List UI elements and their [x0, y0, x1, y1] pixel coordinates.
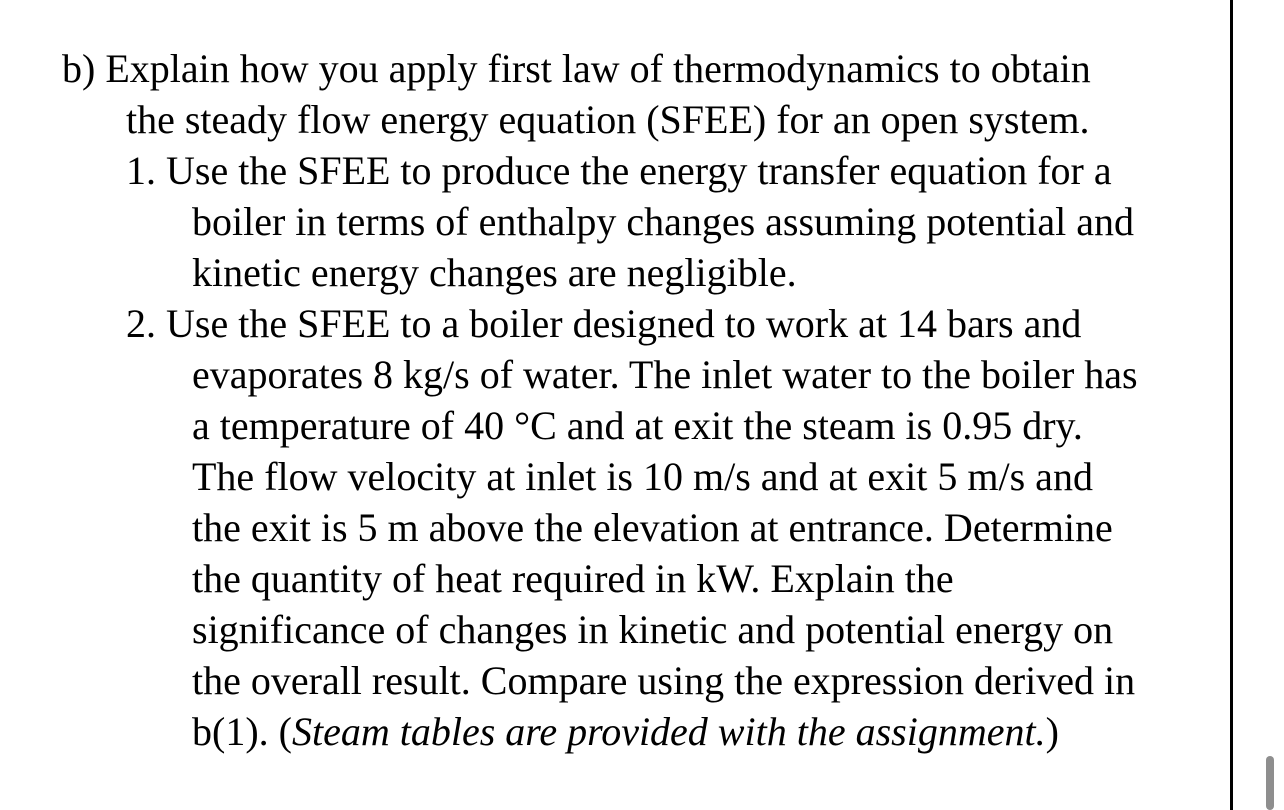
scrollbar-thumb[interactable] — [1266, 756, 1274, 810]
item-2-line-7: significance of changes in kinetic and potential energy on — [192, 607, 1114, 652]
item-1-line-3: kinetic energy changes are negligible. — [192, 250, 797, 295]
item-2-line-9 — [192, 706, 1059, 757]
item-2-line-3: a temperature of 40 °C and at exit the steam is 0.95 dry. — [192, 403, 1083, 448]
item-2-line-1: 2. Use the SFEE to a boiler designed to work at 14 bars and — [126, 301, 1082, 346]
item-2-line-4: The flow velocity at inlet is 10 m/s and at exit 5 m/s and — [192, 454, 1093, 499]
last-line-prefix: b(1). ( — [192, 709, 292, 754]
item-1-line-2: boiler in terms of enthalpy changes assuming potential and — [192, 199, 1134, 244]
item-2-line-8: the overall result. Compare using the expression derived in — [192, 658, 1136, 703]
item-2-line-2: evaporates 8 kg/s of water. The inlet water to the boiler has — [192, 352, 1138, 397]
item-2-line-5: the exit is 5 m above the elevation at entrance. Determine — [192, 505, 1113, 550]
last-line-suffix: ) — [1045, 709, 1059, 754]
page-right-border — [1230, 0, 1233, 810]
steam-tables-note: Steam tables are provided with the assignment. — [291, 709, 1046, 754]
question-intro-line-2: the steady flow energy equation (SFEE) for an open system. — [126, 97, 1090, 142]
question-intro-line-1: b) Explain how you apply first law of thermodynamics to obtain — [62, 46, 1091, 91]
item-1-line-1: 1. Use the SFEE to produce the energy transfer equation for a — [126, 148, 1112, 193]
item-2-line-6: the quantity of heat required in kW. Explain the — [192, 556, 954, 601]
